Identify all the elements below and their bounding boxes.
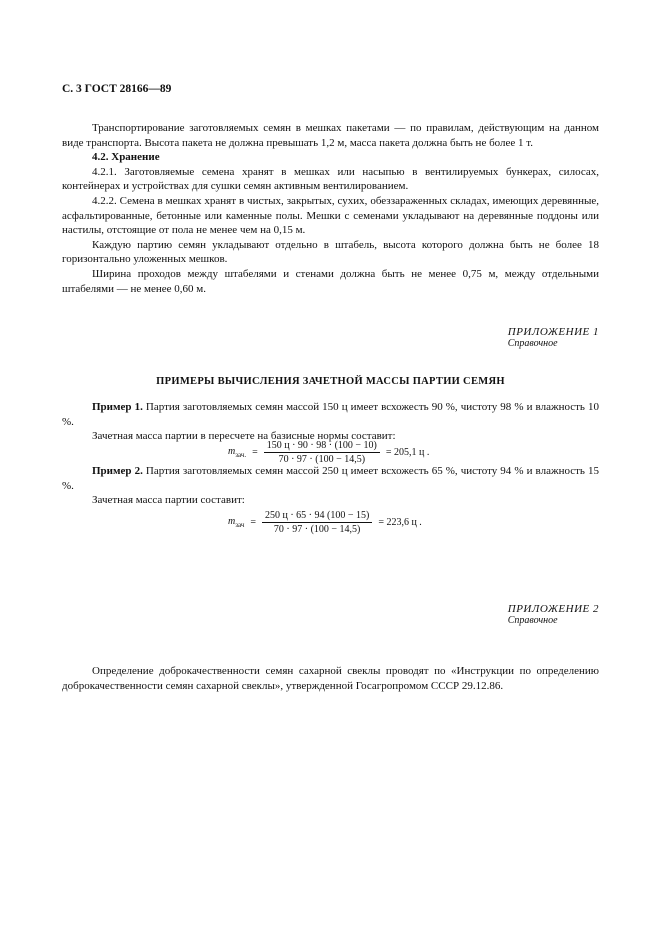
formula-2-denominator: 70 · 97 · (100 − 14,5) xyxy=(273,524,361,535)
appendix-2-label xyxy=(508,603,599,626)
appendix-2-title: ПРИЛОЖЕНИЕ 2 xyxy=(507,603,599,615)
formula-1-variable: $m_{зач.}$ xyxy=(228,446,247,459)
example-2 xyxy=(62,464,599,508)
paragraph-transport: Транспортирование заготовляемых семян в мешках пакетами — по правилам, действующим на данном виде транспорта. Высота пакета не должна превышать 1,2 м, масса пакета должна быть не более 1 т. xyxy=(62,122,599,149)
example-1-intro: Зачетная масса партии в пересчете на базисные нормы составит: xyxy=(92,430,396,443)
example-1 xyxy=(62,400,599,444)
appendix-2-text: Определение доброкачественности семян сахарной свеклы проводят по «Инструкции по определению доброкачественности семян сахарной свеклы», утвержденной Госагропромом СССР 29.12.86. xyxy=(62,665,599,692)
paragraph-stack: Каждую партию семян укладывают отдельно в штабель, высота которого должна быть не более 18 горизонтально уложенных мешков. xyxy=(62,238,599,266)
example-2-label: Пример 2. xyxy=(92,465,143,477)
appendix-1-heading: ПРИМЕРЫ ВЫЧИСЛЕНИЯ ЗАЧЕТНОЙ МАССЫ ПАРТИИ СЕМЯН xyxy=(156,376,505,387)
formula-1-denominator: 70 · 97 · (100 − 14,5) xyxy=(278,454,366,465)
page-header: С. 3 ГОСТ 28166—89 xyxy=(62,83,172,95)
example-2-intro: Зачетная масса партии составит: xyxy=(92,494,245,507)
formula-1-result: = 205,1 ц . xyxy=(385,447,430,458)
example-2-text: Пример 2. Партия заготовляемых семян массой 250 ц имеет всхожесть 65 %, чистоту 94 % и влажность 15 %. xyxy=(62,465,600,492)
heading-storage: 4.2. Хранение xyxy=(92,151,160,164)
paragraph-4-2-2: 4.2.2. Семена в мешках хранят в чистых, закрытых, сухих, обеззараженных складах, имеющих деревянные, асфальтированные, бетонные или каменные полы. Мешки с семенами укладывают на деревянные поддоны или настилы, отстоящие от пола не менее чем на 0,15 м. xyxy=(62,194,599,237)
formula-2-variable: $m_{зач}$ xyxy=(228,516,245,529)
formula-2: $m_{зач}$ = $\frac{250 ц \cdot 65 \cdot 94 (100 - 15)}{70 \cdot 97 \cdot (100 - 14,5)}$ = 223,6 ц . xyxy=(228,510,422,535)
appendix-2-text-block xyxy=(62,664,599,693)
example-1-label: Пример 1. xyxy=(92,401,143,413)
paragraph-width: Ширина проходов между штабелями и стенами должна быть не менее 0,75 м, между отдельными штабелями — не менее 0,60 м. xyxy=(62,267,599,295)
appendix-1-status: Справочное xyxy=(507,338,558,349)
formula-1-fraction xyxy=(264,440,380,465)
formula-2-fraction xyxy=(262,510,372,535)
formula-2-result: = 223,6 ц . xyxy=(378,517,422,528)
formula-2-numerator: 250 ц · 65 · 94 (100 − 15) xyxy=(262,510,372,523)
appendix-1-title: ПРИЛОЖЕНИЕ 1 xyxy=(507,326,599,338)
section-4-text xyxy=(62,121,599,296)
appendix-2-status: Справочное xyxy=(507,615,558,626)
appendix-1-label xyxy=(508,326,599,349)
formula-1: $m_{зач.}$ = $\frac{150 ц \cdot 90 \cdot 98 \cdot (100 - 10)}{70 \cdot 97 \cdot (100 - 14,5)}$ = 205,1 ц . xyxy=(228,440,430,465)
example-1-text: Пример 1. Партия заготовляемых семян массой 150 ц имеет всхожесть 90 %, чистоту 98 % и влажность 10 %. xyxy=(62,401,600,428)
paragraph-4-2-1: 4.2.1. Заготовляемые семена хранят в мешках или насыпью в вентилируемых бункерах, силосах, контейнерах и устройствах для сушки семян активным вентилированием. xyxy=(62,165,599,193)
formula-1-numerator: 150 ц · 90 · 98 · (100 − 10) xyxy=(264,440,380,453)
